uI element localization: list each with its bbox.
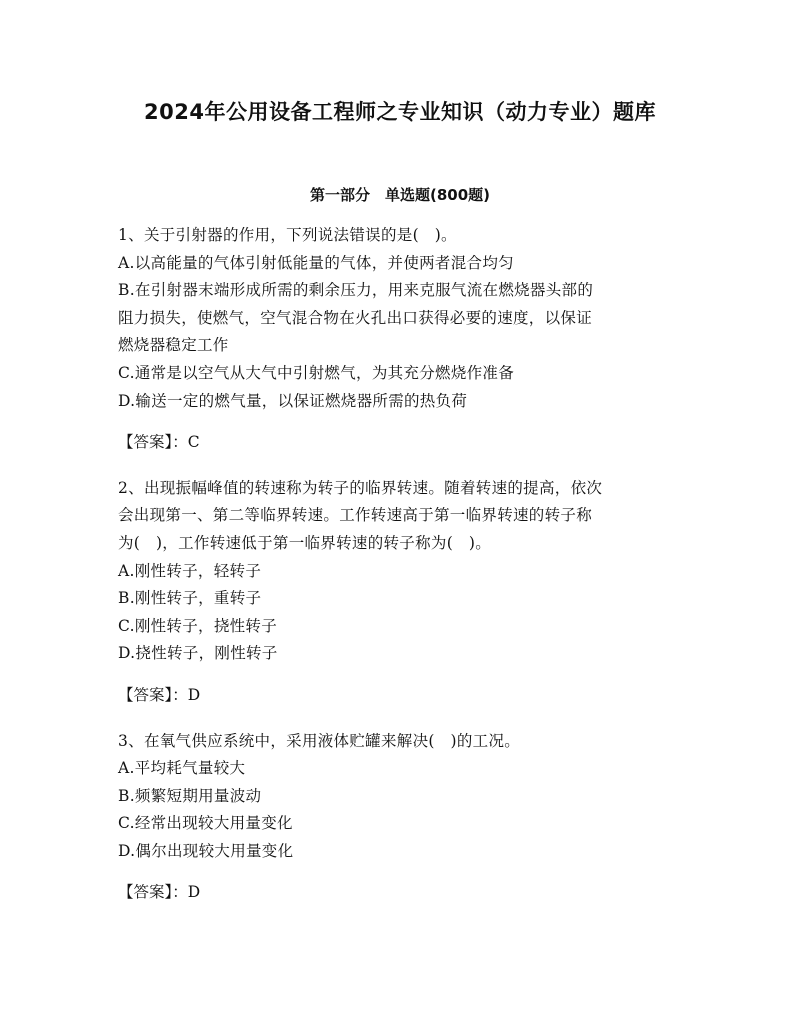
option-line: D.偶尔出现较大用量变化 xyxy=(118,841,294,860)
question-list xyxy=(118,222,683,925)
question-1 xyxy=(118,222,683,457)
option-b xyxy=(118,585,683,613)
option-c xyxy=(118,360,683,388)
option-d xyxy=(118,640,683,668)
question-stem-line: 会出现第一、第二等临界转速。工作转速高于第一临界转速的转子称 xyxy=(118,506,593,525)
question-2 xyxy=(118,475,683,710)
answer-value: C xyxy=(187,433,200,452)
option-line: B.刚性转子，重转子 xyxy=(118,589,262,608)
option-line: D.输送一定的燃气量，以保证燃烧器所需的热负荷 xyxy=(118,391,468,410)
answer-value: D xyxy=(187,883,201,902)
question-3 xyxy=(118,728,683,908)
answer xyxy=(118,879,683,907)
option-b xyxy=(118,277,683,360)
question-stem-line: 为( )，工作转速低于第一临界转速的转子称为( )。 xyxy=(118,533,491,552)
question-stem-line: 3、在氧气供应系统中，采用液体贮罐来解决( )的工况。 xyxy=(118,731,521,750)
document-title: 2024年公用设备工程师之专业知识（动力专业）题库 xyxy=(144,100,656,124)
section-title: 第一部分 单选题(800题) xyxy=(309,186,491,204)
option-b xyxy=(118,783,683,811)
option-line: D.挠性转子，刚性转子 xyxy=(118,644,278,663)
question-stem-line: 1、关于引射器的作用，下列说法错误的是( )。 xyxy=(118,226,457,244)
option-d xyxy=(118,388,683,416)
option-c xyxy=(118,810,683,838)
option-line: A.刚性转子，轻转子 xyxy=(118,561,262,580)
option-a xyxy=(118,755,683,783)
answer xyxy=(118,682,683,710)
option-c xyxy=(118,613,683,641)
option-a xyxy=(118,250,683,278)
option-line: A.以高能量的气体引射低能量的气体，并使两者混合均匀 xyxy=(118,253,514,272)
question-stem-line: 2、出现振幅峰值的转速称为转子的临界转速。随着转速的提高，依次 xyxy=(118,478,603,497)
option-line: C.刚性转子，挠性转子 xyxy=(118,616,278,635)
option-line: C.通常是以空气从大气中引射燃气，为其充分燃烧作准备 xyxy=(118,363,515,382)
answer xyxy=(118,429,683,457)
option-line: C.经常出现较大用量变化 xyxy=(118,814,293,833)
option-a xyxy=(118,558,683,586)
option-line: B.在引射器末端形成所需的剩余压力，用来克服气流在燃烧器头部的 xyxy=(118,281,594,300)
answer-label: 【答案】： xyxy=(118,685,188,704)
option-line: 阻力损失，使燃气，空气混合物在火孔出口获得必要的速度，以保证 xyxy=(118,308,593,327)
answer-value: D xyxy=(187,685,201,704)
option-line: 燃烧器稳定工作 xyxy=(118,336,229,355)
answer-label: 【答案】： xyxy=(118,883,188,902)
answer-label: 【答案】： xyxy=(118,433,188,452)
option-line: B.频繁短期用量波动 xyxy=(118,786,262,805)
option-d xyxy=(118,838,683,866)
option-line: A.平均耗气量较大 xyxy=(118,759,246,778)
